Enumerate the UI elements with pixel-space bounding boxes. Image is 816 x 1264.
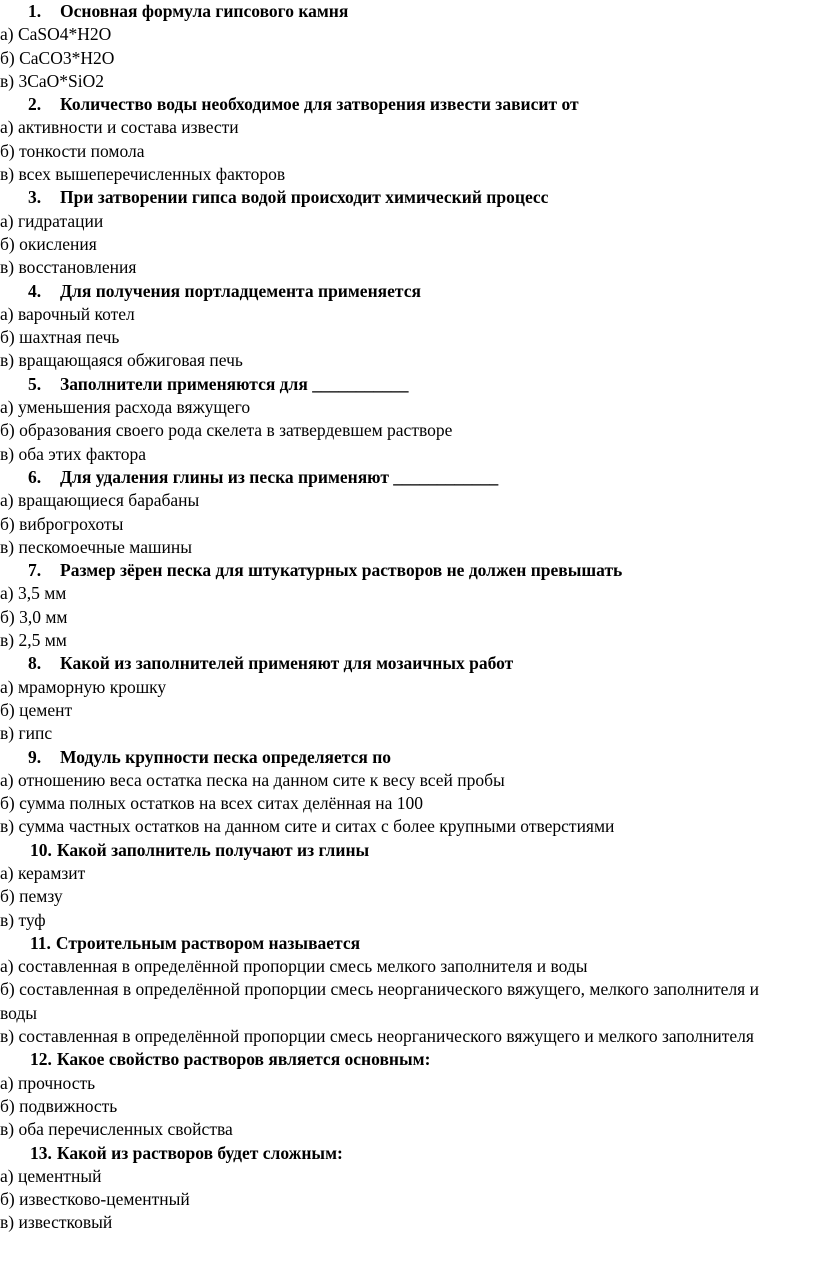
answer-option: в) 3CaO*SiO2 <box>0 70 105 91</box>
answer-option: в) туф <box>0 909 46 930</box>
question-number: 1. <box>28 1 42 21</box>
question-text: Основная формула гипсового камня <box>60 1 349 21</box>
answer-option: а) CaSO4*H2O <box>0 24 112 45</box>
question-5 <box>0 373 816 396</box>
question-number: 9. <box>28 746 42 767</box>
answer-option: а) уменьшения расхода вяжущего <box>0 397 251 418</box>
question-text: Заполнители применяются для ___________ <box>60 373 409 394</box>
answer-option: в) 2,5 мм <box>0 630 67 651</box>
question-number: 12. <box>30 1049 52 1070</box>
answer-option: б) известково-цементный <box>0 1189 190 1210</box>
question-number: 7. <box>28 560 42 581</box>
answer-option: б) составленная в определённой пропорции смесь неорганического вяжущего, мелкого заполнителя и воды <box>0 979 759 1023</box>
answer-option: а) гидратации <box>0 210 104 231</box>
question-number: 6. <box>28 466 42 487</box>
question-text: Модуль крупности песка определяется по <box>60 746 392 767</box>
answer-option: в) составленная в определённой пропорции смесь неорганического вяжущего и мелкого заполнителя <box>0 1026 754 1047</box>
question-text: Для удаления глины из песка применяют ____________ <box>60 466 499 487</box>
question-13 <box>0 1142 816 1165</box>
question-number: 8. <box>28 653 42 674</box>
question-text: Какой из растворов будет сложным: <box>56 1142 343 1163</box>
question-2 <box>0 93 816 116</box>
question-text: Строительным раствором называется <box>55 932 361 953</box>
answer-option: в) известковый <box>0 1212 113 1233</box>
answer-option: в) сумма частных остатков на данном сите и ситах с более крупными отверстиями <box>0 816 615 837</box>
question-number: 2. <box>28 94 42 115</box>
answer-option: б) окисления <box>0 233 97 254</box>
answer-option: б) образования своего рода скелета в затвердевшем растворе <box>0 420 453 441</box>
answer-option: в) оба перечисленных свойства <box>0 1119 233 1140</box>
question-number: 13. <box>30 1142 52 1163</box>
question-3 <box>0 186 816 209</box>
answer-option: а) активности и состава извести <box>0 117 239 138</box>
question-8 <box>0 652 816 675</box>
answer-option: в) пескомоечные машины <box>0 536 192 557</box>
answer-option: а) 3,5 мм <box>0 583 67 604</box>
question-11 <box>0 932 816 955</box>
answer-option: а) составленная в определённой пропорции смесь мелкого заполнителя и воды <box>0 956 588 977</box>
question-text: Количество воды необходимое для затворения извести зависит от <box>60 94 579 115</box>
answer-option: в) оба этих фактора <box>0 443 146 464</box>
answer-option: б) CaCO3*H2O <box>0 47 115 68</box>
question-text: Размер зёрен песка для штукатурных растворов не должен превышать <box>60 560 623 581</box>
question-text: Для получения портладцемента применяется <box>60 280 421 301</box>
answer-option: б) шахтная печь <box>0 327 120 348</box>
question-number: 11. <box>30 932 51 953</box>
question-text: Какой из заполнителей применяют для мозаичных работ <box>60 653 514 674</box>
question-7 <box>0 559 816 582</box>
question-4 <box>0 280 816 303</box>
answer-option: б) тонкости помола <box>0 140 145 161</box>
question-text: Какой заполнитель получают из глины <box>56 839 370 860</box>
question-1 <box>0 0 816 23</box>
answer-option: а) варочный котел <box>0 303 135 324</box>
answer-option: б) пемзу <box>0 886 63 907</box>
answer-option: а) отношению веса остатка песка на данном сите к весу всей пробы <box>0 769 505 790</box>
question-number: 10. <box>30 839 52 860</box>
question-text: Какое свойство растворов является основным: <box>56 1049 431 1070</box>
answer-option: а) прочность <box>0 1072 96 1093</box>
answer-option: в) гипс <box>0 723 53 744</box>
answer-option: а) мраморную крошку <box>0 676 167 697</box>
question-number: 4. <box>28 280 42 301</box>
answer-option: б) сумма полных остатков на всех ситах делённая на 100 <box>0 793 424 814</box>
answer-option: б) цемент <box>0 699 73 720</box>
answer-option: а) цементный <box>0 1165 102 1186</box>
question-number: 3. <box>28 187 42 208</box>
answer-option: а) вращающиеся барабаны <box>0 490 200 511</box>
question-6 <box>0 466 816 489</box>
answer-option: б) виброгрохоты <box>0 513 124 534</box>
answer-option: б) 3,0 мм <box>0 606 68 627</box>
question-9 <box>0 746 816 769</box>
question-12 <box>0 1048 816 1071</box>
answer-option: б) подвижность <box>0 1095 118 1116</box>
answer-option: а) керамзит <box>0 862 86 883</box>
answer-option: в) всех вышеперечисленных факторов <box>0 164 286 185</box>
answer-option: в) восстановления <box>0 257 137 278</box>
question-number: 5. <box>28 373 42 394</box>
answer-option: в) вращающаяся обжиговая печь <box>0 350 243 371</box>
question-text: При затворении гипса водой происходит химический процесс <box>60 187 549 208</box>
question-10 <box>0 839 816 862</box>
